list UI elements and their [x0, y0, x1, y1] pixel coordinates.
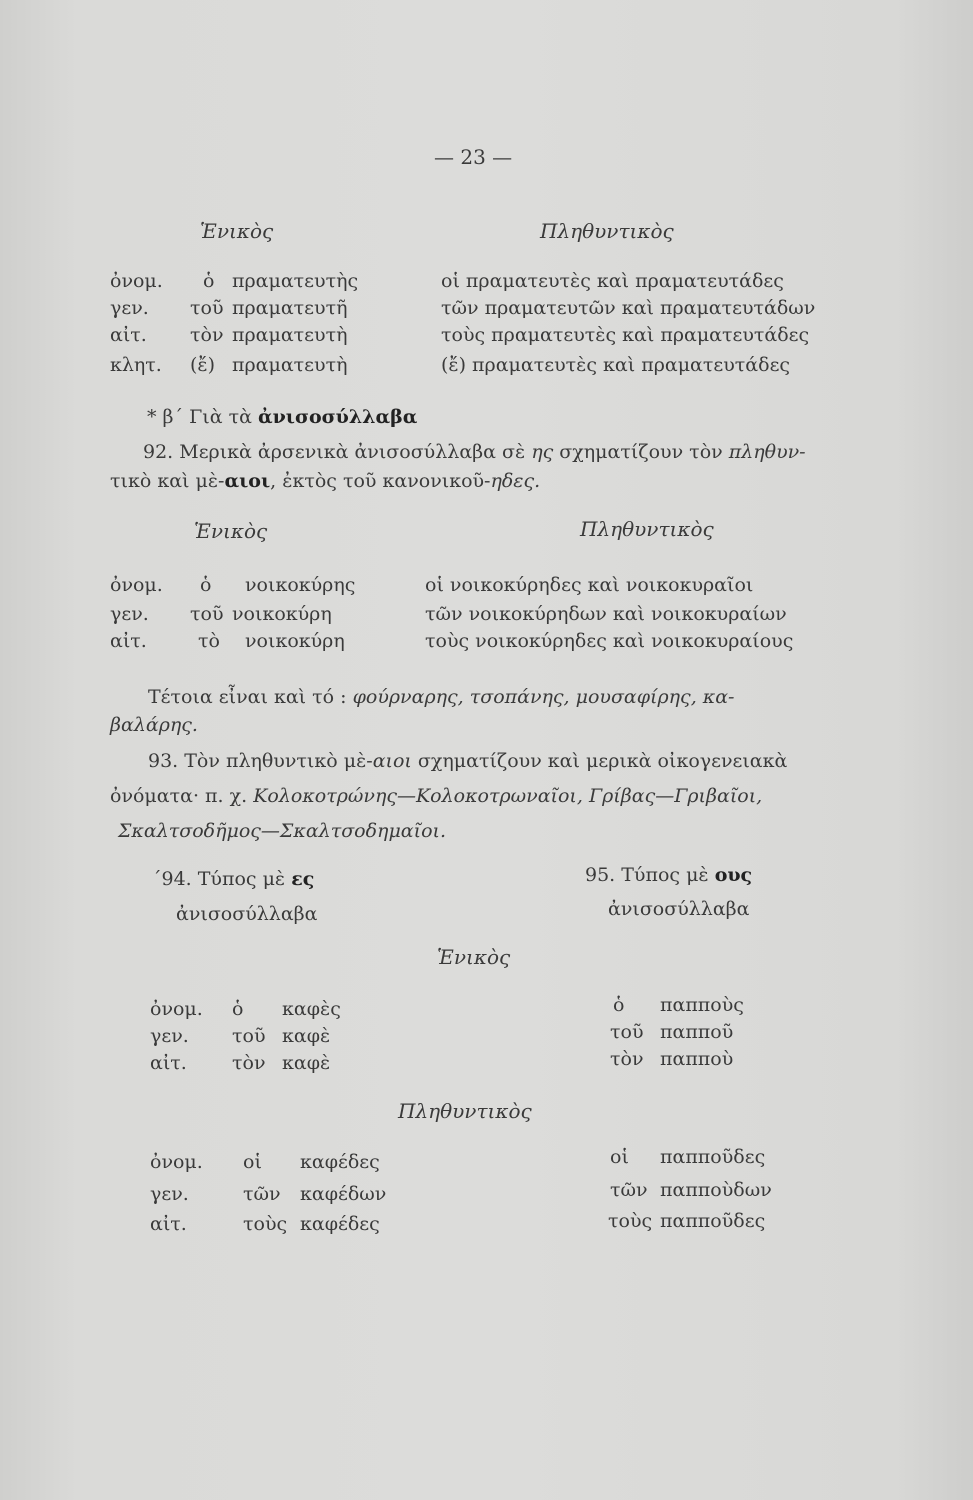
- subsection-heading: * β΄ Γιὰ τὰ ἀνισοσύλλαβα: [147, 406, 418, 428]
- case-label: γεν.: [110, 297, 149, 319]
- singular-form: πραματευτὴ: [232, 354, 348, 376]
- case-label: αἰτ.: [110, 324, 147, 346]
- article: τοὺς: [608, 1210, 653, 1232]
- word-form: παπποὺδων: [660, 1179, 772, 1201]
- examples-line2: βαλάρης.: [110, 714, 198, 736]
- case-label: ὀνομ.: [110, 574, 163, 596]
- word-form: παπποὺς: [660, 994, 744, 1016]
- article: τὸ: [198, 630, 220, 652]
- paragraph-93-line2: ὀνόματα· π. χ. Κολοκοτρώνης—Κολοκοτρωναῖοι, Γρίβας—Γριβαῖοι,: [110, 785, 763, 807]
- case-label: αἰτ.: [150, 1213, 187, 1235]
- singular-form: πραματευτὴς: [232, 270, 359, 292]
- article: τὸν: [232, 1052, 266, 1074]
- singular-form: νοικοκύρη: [245, 630, 345, 652]
- paragraph-93-line3: Σκαλτσοδῆμος—Σκαλτσοδημαῖοι.: [118, 820, 447, 842]
- plural-form: οἱ νοικοκύρηδες καὶ νοικοκυραῖοι: [425, 574, 754, 596]
- article: τοὺς: [243, 1213, 288, 1235]
- article: τὸν: [190, 324, 224, 346]
- article: τοῦ: [190, 603, 224, 625]
- article: τῶν: [610, 1179, 648, 1201]
- case-label: ὀνομ.: [150, 998, 203, 1020]
- singular-form: νοικοκύρη: [232, 603, 332, 625]
- page-number: — 23 —: [434, 145, 513, 169]
- plural-form: οἱ πραματευτὲς καὶ πραματευτάδες: [441, 270, 784, 292]
- plural-form: τῶν πραματευτῶν καὶ πραματευτάδων: [441, 297, 816, 319]
- plural-form: (ἔ) πραματευτὲς καὶ πραματευτάδες: [441, 354, 791, 376]
- paragraph-92-line1: 92. Μερικὰ ἀρσενικὰ ἀνισοσύλλαβα σὲ ης σχηματίζουν τὸν πληθυν-: [143, 441, 806, 463]
- article: ὁ: [203, 270, 215, 292]
- plural-heading-1: Πληθυντικὸς: [540, 219, 674, 243]
- article: ὁ: [613, 994, 625, 1016]
- word-form: παπποῦδες: [660, 1210, 766, 1232]
- case-label: γεν.: [110, 603, 149, 625]
- plural-heading-2: Πληθυντικὸς: [580, 517, 714, 541]
- paragraph-93-line1: 93. Τὸν πληθυντικὸ μὲ-αιοι σχηματίζουν καὶ μερικὰ οἰκογενειακὰ: [148, 750, 788, 772]
- word-form: παπποῦδες: [660, 1146, 766, 1168]
- type-94-sub: ἀνισοσύλλαβα: [176, 903, 318, 925]
- word-form: παπποὺ: [660, 1048, 734, 1070]
- article: οἱ: [610, 1146, 629, 1168]
- article: τοῦ: [232, 1025, 266, 1047]
- case-label: αἰτ.: [150, 1052, 187, 1074]
- case-label: κλητ.: [110, 354, 162, 376]
- article: οἱ: [243, 1151, 262, 1173]
- plural-form: τοὺς πραματευτὲς καὶ πραματευτάδες: [441, 324, 810, 346]
- singular-heading-2: Ἑνικὸς: [194, 519, 268, 543]
- plural-form: τοὺς νοικοκύρηδες καὶ νοικοκυραίους: [425, 630, 794, 652]
- singular-form: νοικοκύρης: [245, 574, 356, 596]
- type-95-sub: ἀνισοσύλλαβα: [608, 898, 750, 920]
- word-form: καφὲς: [282, 998, 341, 1020]
- paragraph-92-line2: τικὸ καὶ μὲ-αιοι, ἐκτὸς τοῦ κανονικοῦ-ηδες.: [110, 470, 541, 492]
- examples-line1: Τέτοια εἶναι καὶ τό : φούρναρης, τσοπάνης, μουσαφίρης, κα-: [148, 686, 735, 708]
- singular-form: πραματευτὴ: [232, 324, 348, 346]
- article: τῶν: [243, 1183, 281, 1205]
- article: τὸν: [610, 1048, 644, 1070]
- singular-heading-3: Ἑνικὸς: [437, 945, 511, 969]
- article: ὁ: [200, 574, 212, 596]
- word-form: καφέδες: [300, 1213, 380, 1235]
- singular-form: πραματευτῆ: [232, 297, 348, 319]
- plural-form: τῶν νοικοκύρηδων καὶ νοικοκυραίων: [425, 603, 787, 625]
- type-94-heading: ΄94. Τύπος μὲ ες: [152, 868, 315, 890]
- article: (ἔ): [190, 354, 216, 376]
- word-form: καφέδες: [300, 1151, 380, 1173]
- singular-heading-1: Ἑνικὸς: [200, 219, 274, 243]
- word-form: καφέδων: [300, 1183, 387, 1205]
- article: τοῦ: [610, 1021, 644, 1043]
- article: ὁ: [232, 998, 244, 1020]
- case-label: γεν.: [150, 1183, 189, 1205]
- case-label: γεν.: [150, 1025, 189, 1047]
- word-form: καφὲ: [282, 1025, 331, 1047]
- case-label: ὀνομ.: [150, 1151, 203, 1173]
- case-label: ὀνομ.: [110, 270, 163, 292]
- article: τοῦ: [190, 297, 224, 319]
- word-form: καφὲ: [282, 1052, 331, 1074]
- plural-heading-3: Πληθυντικὸς: [398, 1099, 532, 1123]
- type-95-heading: 95. Τύπος μὲ ους: [585, 864, 753, 886]
- case-label: αἰτ.: [110, 630, 147, 652]
- word-form: παπποῦ: [660, 1021, 734, 1043]
